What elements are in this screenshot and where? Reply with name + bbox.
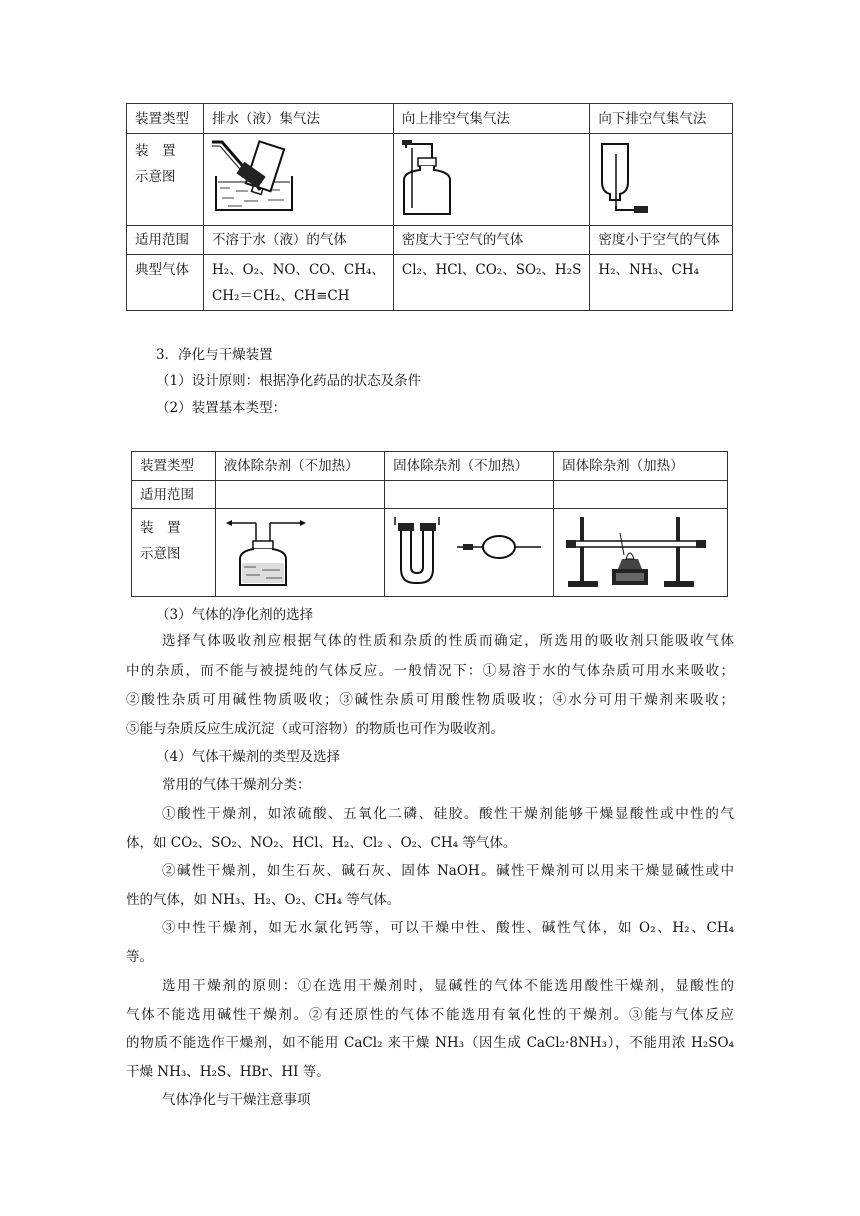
diagram-label-line1: 装 置 [135, 143, 176, 159]
table-header-cell: 装置类型 [132, 452, 216, 481]
table-row [127, 255, 733, 311]
table-row [127, 226, 733, 255]
table-header-cell: 液体除杂剂（不加热） [215, 452, 384, 481]
row-label: 适用范围 [127, 226, 204, 255]
paragraph-line: 性的气体，如 NH₃、H₂、O₂、CH₄ 等气体。 [126, 892, 401, 908]
table-header-row [132, 452, 728, 481]
table-cell: Cl₂、HCl、CO₂、SO₂、H₂S [393, 255, 589, 311]
paragraph-line: ②酸性杂质可用碱性物质吸收；③碱性杂质可用酸性物质吸收；④水分可用干燥剂来吸收； [126, 692, 734, 708]
water-displacement-diagram [203, 134, 393, 226]
row-label [132, 509, 216, 597]
typical-gases-line2: CH₂＝CH₂、CH≡CH [211, 288, 350, 304]
upward-air-displacement-diagram [393, 134, 589, 226]
table-row [127, 134, 733, 226]
purification-table [131, 451, 728, 597]
typical-gases-line1: H₂、O₂、NO、CO、CH₄、 [211, 262, 385, 278]
table-row [132, 509, 728, 597]
paragraph-line: ①酸性干燥剂，如浓硫酸、五氧化二磷、硅胶。酸性干燥剂能够干燥显酸性或中性的气 [162, 806, 734, 822]
wash-bottle-diagram [215, 509, 384, 597]
paragraph-line: 常用的气体干燥剂分类： [162, 777, 311, 793]
paragraph-line: 干燥 NH₃、H₂S、HBr、HI 等。 [126, 1064, 330, 1080]
table-cell [385, 481, 554, 509]
diagram-label-line2: 示意图 [140, 546, 181, 562]
subsection-heading: （4）气体干燥剂的类型及选择 [156, 749, 341, 765]
table-row [132, 481, 728, 509]
table-cell: 密度大于空气的气体 [393, 226, 589, 255]
gas-collection-table [126, 103, 733, 311]
table-cell [215, 481, 384, 509]
paragraph-line: 中的杂质，而不能与被提纯的气体反应。一般情况下：①易溶于水的气体杂质可用水来吸收； [126, 663, 734, 679]
paragraph-line: 气体净化与干燥注意事项 [162, 1092, 311, 1108]
table-cell [554, 481, 728, 509]
paragraph-line: 选择气体吸收剂应根据气体的性质和杂质的性质而确定，所选用的吸收剂只能吸收气体 [162, 633, 734, 649]
subsection-heading: （3）气体的净化剂的选择 [156, 607, 314, 623]
paragraph-line: 体，如 CO₂、SO₂、NO₂、HCl、H₂、Cl₂ 、O₂、CH₄ 等气体。 [126, 835, 517, 851]
table-header-row [127, 104, 733, 134]
paragraph-line: 的物质不能选作干燥剂，如不能用 CaCl₂ 来干燥 NH₃（因生成 CaCl₂·8NH₃），不能用浓 H₂SO₄ [126, 1035, 734, 1051]
paragraph-line: ⑤能与杂质反应生成沉淀（或可溶物）的物质也可作为吸收剂。 [126, 721, 504, 737]
paragraph: （1）设计原则：根据净化药品的状态及条件 [156, 373, 422, 389]
table-cell: H₂、NH₃、CH₄ [590, 255, 733, 311]
paragraph-line: 选用干燥剂的原则：①在选用干燥剂时，显碱性的气体不能选用酸性干燥剂，显酸性的 [162, 978, 734, 994]
diagram-label-line2: 示意图 [135, 169, 176, 185]
row-label [127, 134, 204, 226]
heated-tube-diagram [554, 509, 728, 597]
table-header-cell: 向上排空气集气法 [393, 104, 589, 134]
table-header-cell: 固体除杂剂（不加热） [385, 452, 554, 481]
table-cell: 不溶于水（液）的气体 [203, 226, 393, 255]
paragraph-line: 气体不能选用碱性干燥剂。②有还原性的气体不能选用有氧化性的干燥剂。③能与气体反应 [126, 1007, 734, 1023]
table-cell [203, 255, 393, 311]
paragraph-line: ③中性干燥剂，如无水氯化钙等，可以干燥中性、酸性、碱性气体，如 O₂、H₂、CH₄ [162, 920, 734, 936]
diagram-label-line1: 装 置 [140, 520, 181, 536]
table-header-cell: 向下排空气集气法 [590, 104, 733, 134]
table-header-cell: 装置类型 [127, 104, 204, 134]
row-label: 典型气体 [127, 255, 204, 311]
u-tube-and-drying-tube-diagram [385, 509, 554, 597]
section-heading: 3．净化与干燥装置 [156, 347, 273, 363]
table-header-cell: 固体除杂剂（加热） [554, 452, 728, 481]
paragraph-line: ②碱性干燥剂，如生石灰、碱石灰、固体 NaOH。碱性干燥剂可以用来干燥显碱性或中 [162, 863, 734, 879]
table-header-cell: 排水（液）集气法 [203, 104, 393, 134]
downward-air-displacement-diagram [590, 134, 733, 226]
paragraph: （2）装置基本类型： [156, 400, 287, 416]
paragraph-line: 等。 [126, 949, 153, 965]
row-label: 适用范围 [132, 481, 216, 509]
table-cell: 密度小于空气的气体 [590, 226, 733, 255]
